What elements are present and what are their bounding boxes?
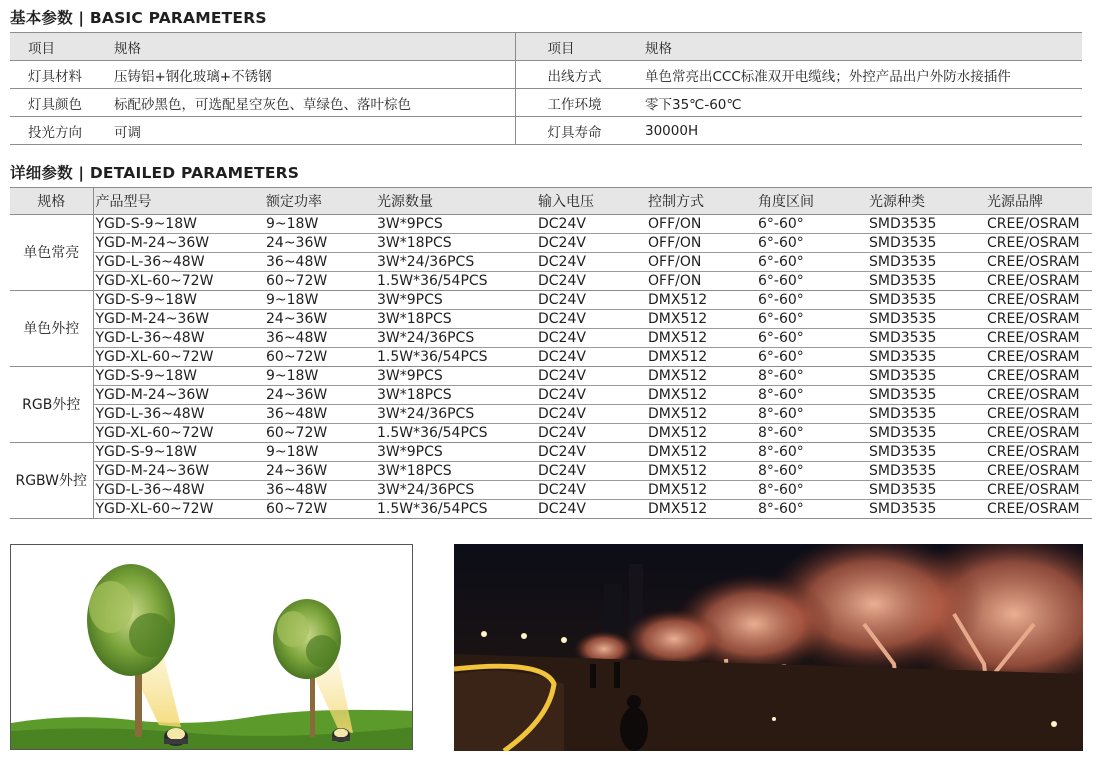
table-row (10, 405, 1092, 424)
night-tree-lighting-photo (454, 544, 1083, 751)
cell-led-count: 3W*18PCS (375, 310, 536, 329)
table-row (10, 348, 1092, 367)
detailed-parameters-table (10, 187, 1092, 519)
cell-control: DMX512 (646, 462, 756, 481)
cell-led-count: 3W*24/36PCS (375, 329, 536, 348)
cell-model: YGD-L-36~48W (93, 405, 264, 424)
cell-voltage: DC24V (536, 481, 646, 500)
cell-led-count: 1.5W*36/54PCS (375, 500, 536, 519)
cell-voltage: DC24V (536, 253, 646, 272)
detail-header-model: 产品型号 (93, 188, 264, 215)
cell-angle: 8°-60° (756, 443, 867, 462)
basic-row (10, 117, 1082, 145)
cell-led-count: 1.5W*36/54PCS (375, 348, 536, 367)
cell-source-type: SMD3535 (867, 234, 985, 253)
cell-power: 9~18W (264, 367, 375, 386)
detail-header-voltage: 输入电压 (536, 188, 646, 215)
cell-angle: 6°-60° (756, 348, 867, 367)
table-row (10, 500, 1092, 519)
cell-model: YGD-L-36~48W (93, 481, 264, 500)
cell-control: DMX512 (646, 443, 756, 462)
cell-angle: 8°-60° (756, 500, 867, 519)
cell-angle: 6°-60° (756, 253, 867, 272)
cell-brand: CREE/OSRAM (985, 253, 1092, 272)
cell-model: YGD-L-36~48W (93, 329, 264, 348)
cell-model: YGD-M-24~36W (93, 234, 264, 253)
tree-uplight-illustration (10, 544, 413, 750)
cell-source-type: SMD3535 (867, 424, 985, 443)
cell-voltage: DC24V (536, 443, 646, 462)
cell-source-type: SMD3535 (867, 329, 985, 348)
cell-voltage: DC24V (536, 405, 646, 424)
detail-header-control: 控制方式 (646, 188, 756, 215)
cell-voltage: DC24V (536, 272, 646, 291)
cell-angle: 6°-60° (756, 215, 867, 234)
cell-control: DMX512 (646, 500, 756, 519)
cell-brand: CREE/OSRAM (985, 329, 1092, 348)
cell-brand: CREE/OSRAM (985, 405, 1092, 424)
basic-row (10, 89, 1082, 117)
table-row (10, 291, 1092, 310)
cell-brand: CREE/OSRAM (985, 291, 1092, 310)
cell-angle: 6°-60° (756, 291, 867, 310)
basic-value: 单色常亮出CCC标准双开电缆线；外控产品出户外防水接插件 (645, 68, 1011, 85)
detailed-parameters-title: 详细参数 | DETAILED PARAMETERS (10, 164, 300, 182)
cell-voltage: DC24V (536, 291, 646, 310)
spec-group-label: 单色常亮 (10, 215, 93, 291)
table-row (10, 367, 1092, 386)
cell-voltage: DC24V (536, 424, 646, 443)
cell-brand: CREE/OSRAM (985, 348, 1092, 367)
cell-angle: 6°-60° (756, 310, 867, 329)
cell-led-count: 3W*18PCS (375, 234, 536, 253)
cell-brand: CREE/OSRAM (985, 500, 1092, 519)
cell-led-count: 3W*24/36PCS (375, 405, 536, 424)
cell-led-count: 3W*9PCS (375, 215, 536, 234)
cell-source-type: SMD3535 (867, 500, 985, 519)
cell-brand: CREE/OSRAM (985, 234, 1092, 253)
cell-voltage: DC24V (536, 215, 646, 234)
cell-power: 24~36W (264, 462, 375, 481)
cell-brand: CREE/OSRAM (985, 424, 1092, 443)
cell-power: 24~36W (264, 386, 375, 405)
cell-model: YGD-XL-60~72W (93, 272, 264, 291)
cell-model: YGD-XL-60~72W (93, 348, 264, 367)
detail-header-angle: 角度区间 (756, 188, 867, 215)
cell-control: DMX512 (646, 424, 756, 443)
cell-led-count: 3W*24/36PCS (375, 481, 536, 500)
cell-power: 60~72W (264, 348, 375, 367)
cell-angle: 8°-60° (756, 405, 867, 424)
table-row (10, 329, 1092, 348)
cell-control: OFF/ON (646, 215, 756, 234)
spotlight-icon (164, 728, 188, 746)
table-row (10, 272, 1092, 291)
basic-parameters-title: 基本参数 | BASIC PARAMETERS (10, 9, 267, 27)
cell-source-type: SMD3535 (867, 253, 985, 272)
photo-svg (454, 544, 1083, 751)
cell-source-type: SMD3535 (867, 386, 985, 405)
basic-key: 投光方向 (28, 124, 82, 141)
basic-header-row (10, 33, 1082, 61)
cell-brand: CREE/OSRAM (985, 367, 1092, 386)
basic-key: 灯具颜色 (28, 96, 82, 113)
basic-key: 灯具寿命 (515, 117, 643, 145)
table-row (10, 424, 1092, 443)
table-row (10, 215, 1092, 234)
cell-power: 36~48W (264, 253, 375, 272)
detail-header-led-count: 光源数量 (375, 188, 536, 215)
cell-source-type: SMD3535 (867, 443, 985, 462)
cell-model: YGD-S-9~18W (93, 367, 264, 386)
cell-model: YGD-L-36~48W (93, 253, 264, 272)
detail-header-spec: 规格 (10, 188, 93, 215)
cell-voltage: DC24V (536, 386, 646, 405)
cell-power: 24~36W (264, 234, 375, 253)
cell-voltage: DC24V (536, 462, 646, 481)
cell-model: YGD-S-9~18W (93, 443, 264, 462)
basic-row (10, 61, 1082, 89)
detail-header-power: 额定功率 (264, 188, 375, 215)
cell-model: YGD-M-24~36W (93, 310, 264, 329)
cell-voltage: DC24V (536, 367, 646, 386)
detail-header-row (10, 188, 1092, 215)
cell-led-count: 3W*9PCS (375, 291, 536, 310)
table-row (10, 234, 1092, 253)
basic-header-spec-2: 规格 (643, 33, 1082, 61)
basic-parameters-table (10, 32, 1082, 145)
cell-source-type: SMD3535 (867, 462, 985, 481)
cell-source-type: SMD3535 (867, 272, 985, 291)
basic-value: 30000H (645, 122, 699, 139)
cell-source-type: SMD3535 (867, 348, 985, 367)
cell-led-count: 3W*18PCS (375, 462, 536, 481)
cell-control: DMX512 (646, 367, 756, 386)
cell-control: DMX512 (646, 291, 756, 310)
cell-control: DMX512 (646, 329, 756, 348)
table-row (10, 481, 1092, 500)
cell-control: OFF/ON (646, 253, 756, 272)
cell-power: 60~72W (264, 500, 375, 519)
cell-brand: CREE/OSRAM (985, 215, 1092, 234)
cell-source-type: SMD3535 (867, 310, 985, 329)
cell-brand: CREE/OSRAM (985, 462, 1092, 481)
cell-model: YGD-XL-60~72W (93, 500, 264, 519)
cell-power: 9~18W (264, 443, 375, 462)
cell-control: OFF/ON (646, 272, 756, 291)
cell-angle: 8°-60° (756, 481, 867, 500)
cell-model: YGD-S-9~18W (93, 215, 264, 234)
detail-table-body (10, 215, 1092, 519)
cell-source-type: SMD3535 (867, 367, 985, 386)
table-row (10, 462, 1092, 481)
cell-power: 36~48W (264, 329, 375, 348)
tree-icon (87, 564, 181, 737)
basic-key: 出线方式 (515, 61, 643, 89)
spotlight-icon (332, 728, 350, 742)
table-row (10, 253, 1092, 272)
cell-model: YGD-S-9~18W (93, 291, 264, 310)
cell-angle: 8°-60° (756, 386, 867, 405)
cell-power: 60~72W (264, 272, 375, 291)
cell-power: 24~36W (264, 310, 375, 329)
basic-header-spec: 规格 (110, 33, 515, 61)
spec-group-label: 单色外控 (10, 291, 93, 367)
spec-group-label: RGB外控 (10, 367, 93, 443)
table-row (10, 310, 1092, 329)
cell-voltage: DC24V (536, 500, 646, 519)
cell-angle: 8°-60° (756, 367, 867, 386)
cell-angle: 6°-60° (756, 234, 867, 253)
cell-led-count: 1.5W*36/54PCS (375, 272, 536, 291)
cell-power: 36~48W (264, 405, 375, 424)
cell-brand: CREE/OSRAM (985, 481, 1092, 500)
cell-brand: CREE/OSRAM (985, 310, 1092, 329)
cell-control: DMX512 (646, 310, 756, 329)
cell-voltage: DC24V (536, 348, 646, 367)
cell-source-type: SMD3535 (867, 291, 985, 310)
basic-header-item: 项目 (10, 33, 110, 61)
basic-value: 可调 (114, 124, 141, 141)
cell-led-count: 3W*24/36PCS (375, 253, 536, 272)
cell-led-count: 3W*9PCS (375, 367, 536, 386)
cell-led-count: 3W*9PCS (375, 443, 536, 462)
cell-control: OFF/ON (646, 234, 756, 253)
cell-power: 60~72W (264, 424, 375, 443)
cell-led-count: 3W*18PCS (375, 386, 536, 405)
table-row (10, 443, 1092, 462)
cell-angle: 8°-60° (756, 424, 867, 443)
basic-value: 标配砂黑色，可选配星空灰色、草绿色、落叶棕色 (114, 96, 411, 113)
cell-power: 9~18W (264, 215, 375, 234)
cell-source-type: SMD3535 (867, 405, 985, 424)
cell-power: 36~48W (264, 481, 375, 500)
cell-led-count: 1.5W*36/54PCS (375, 424, 536, 443)
basic-key: 工作环境 (515, 89, 643, 117)
cell-source-type: SMD3535 (867, 215, 985, 234)
cell-angle: 8°-60° (756, 462, 867, 481)
cell-voltage: DC24V (536, 329, 646, 348)
basic-key: 灯具材料 (28, 68, 82, 85)
cell-power: 9~18W (264, 291, 375, 310)
illustration-svg (11, 545, 413, 750)
cell-model: YGD-XL-60~72W (93, 424, 264, 443)
cell-brand: CREE/OSRAM (985, 386, 1092, 405)
cell-control: DMX512 (646, 481, 756, 500)
cell-angle: 6°-60° (756, 329, 867, 348)
cell-brand: CREE/OSRAM (985, 443, 1092, 462)
cell-model: YGD-M-24~36W (93, 462, 264, 481)
cell-source-type: SMD3535 (867, 481, 985, 500)
basic-header-item-2: 项目 (515, 33, 643, 61)
cell-voltage: DC24V (536, 234, 646, 253)
cell-angle: 6°-60° (756, 272, 867, 291)
cell-control: DMX512 (646, 405, 756, 424)
cell-control: DMX512 (646, 386, 756, 405)
table-row (10, 386, 1092, 405)
basic-value: 压铸铝+钢化玻璃+不锈钢 (114, 68, 272, 85)
basic-value: 零下35℃-60℃ (645, 96, 742, 113)
detail-header-brand: 光源品牌 (985, 188, 1092, 215)
cell-brand: CREE/OSRAM (985, 272, 1092, 291)
cell-voltage: DC24V (536, 310, 646, 329)
spec-group-label: RGBW外控 (10, 443, 93, 519)
cell-model: YGD-M-24~36W (93, 386, 264, 405)
detail-header-source-type: 光源种类 (867, 188, 985, 215)
cell-control: DMX512 (646, 348, 756, 367)
